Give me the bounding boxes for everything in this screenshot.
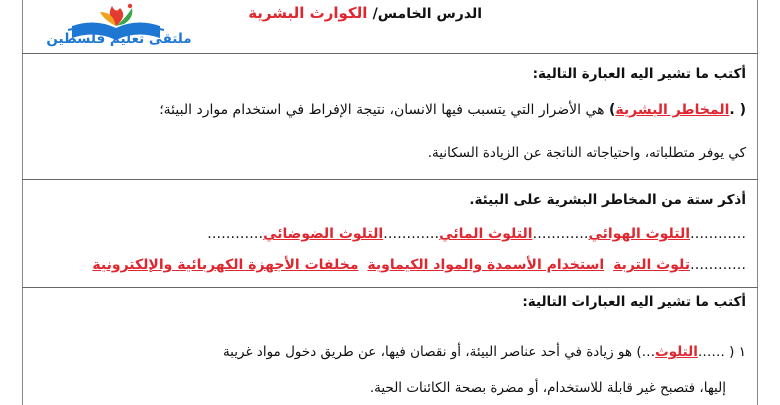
q3-number: ١ bbox=[738, 344, 746, 360]
q3-open-paren: ( …… bbox=[697, 344, 735, 360]
answer-item: التلوث المائي bbox=[439, 226, 533, 242]
lesson-topic: الكوارث البشرية bbox=[248, 4, 373, 22]
blank-dots: ………… bbox=[207, 226, 264, 242]
q3-text-1: هو زيادة في أحد عناصر البيئة، أو نقصان فيها، عن طريق دخول مواد غريبة bbox=[222, 344, 637, 360]
divider bbox=[22, 287, 758, 288]
question-1-prompt: أكتب ما تشير اليه العبارة التالية: bbox=[532, 66, 746, 82]
answer-item: التلوث الهوائي bbox=[588, 226, 690, 242]
question-3-line-2: إليها، فتصبح غير قابلة للاستخدام، أو مضرة بصحة الكائنات الحية. bbox=[369, 380, 726, 396]
question-3-prompt: أكتب ما تشير اليه العبارات التالية: bbox=[522, 294, 746, 310]
answer-item: مخلفات الأجهزة الكهربائية والإلكترونية bbox=[92, 257, 359, 273]
answers-row-2 bbox=[30, 257, 746, 281]
blank-dots: ………… bbox=[383, 226, 440, 242]
answer-item: التلوث الضوضائي bbox=[263, 226, 384, 242]
q1-text-1: هي الأضرار التي يتسبب فيها الانسان، نتيجة الإفراط في استخدام موارد البيئة؛ bbox=[159, 102, 609, 118]
answer-item: استخدام الأسمدة والمواد الكيماوية bbox=[367, 257, 605, 273]
question-1-line-1 bbox=[159, 102, 746, 118]
q3-answer: التلوث bbox=[655, 344, 698, 360]
question-2-prompt: أذكر ستة من المخاطر البشرية على البيئة. bbox=[469, 192, 746, 208]
divider bbox=[22, 179, 758, 180]
q3-close-paren: …) bbox=[636, 344, 656, 360]
divider bbox=[22, 53, 758, 54]
lesson-label: الدرس الخامس/ bbox=[372, 6, 482, 22]
answers-row-1 bbox=[100, 226, 746, 248]
q1-close-paren: ) bbox=[608, 102, 616, 118]
q1-answer: المخاطر البشرية bbox=[615, 102, 730, 118]
blank-dots: ………… bbox=[532, 226, 589, 242]
q1-open-paren: ( . bbox=[729, 102, 746, 118]
blank-dots: ………… bbox=[690, 226, 746, 242]
answer-item: تلوث التربة bbox=[613, 257, 690, 273]
question-1-line-2: كي يوفر متطلباته، واحتياجاته الناتجة عن الزيادة السكانية. bbox=[427, 145, 746, 161]
blank-dots: ………… bbox=[690, 257, 746, 273]
page-title bbox=[248, 4, 482, 22]
question-3-line-1 bbox=[223, 344, 746, 360]
logo-text: ملتقى تعليم فلسطين bbox=[46, 31, 192, 47]
